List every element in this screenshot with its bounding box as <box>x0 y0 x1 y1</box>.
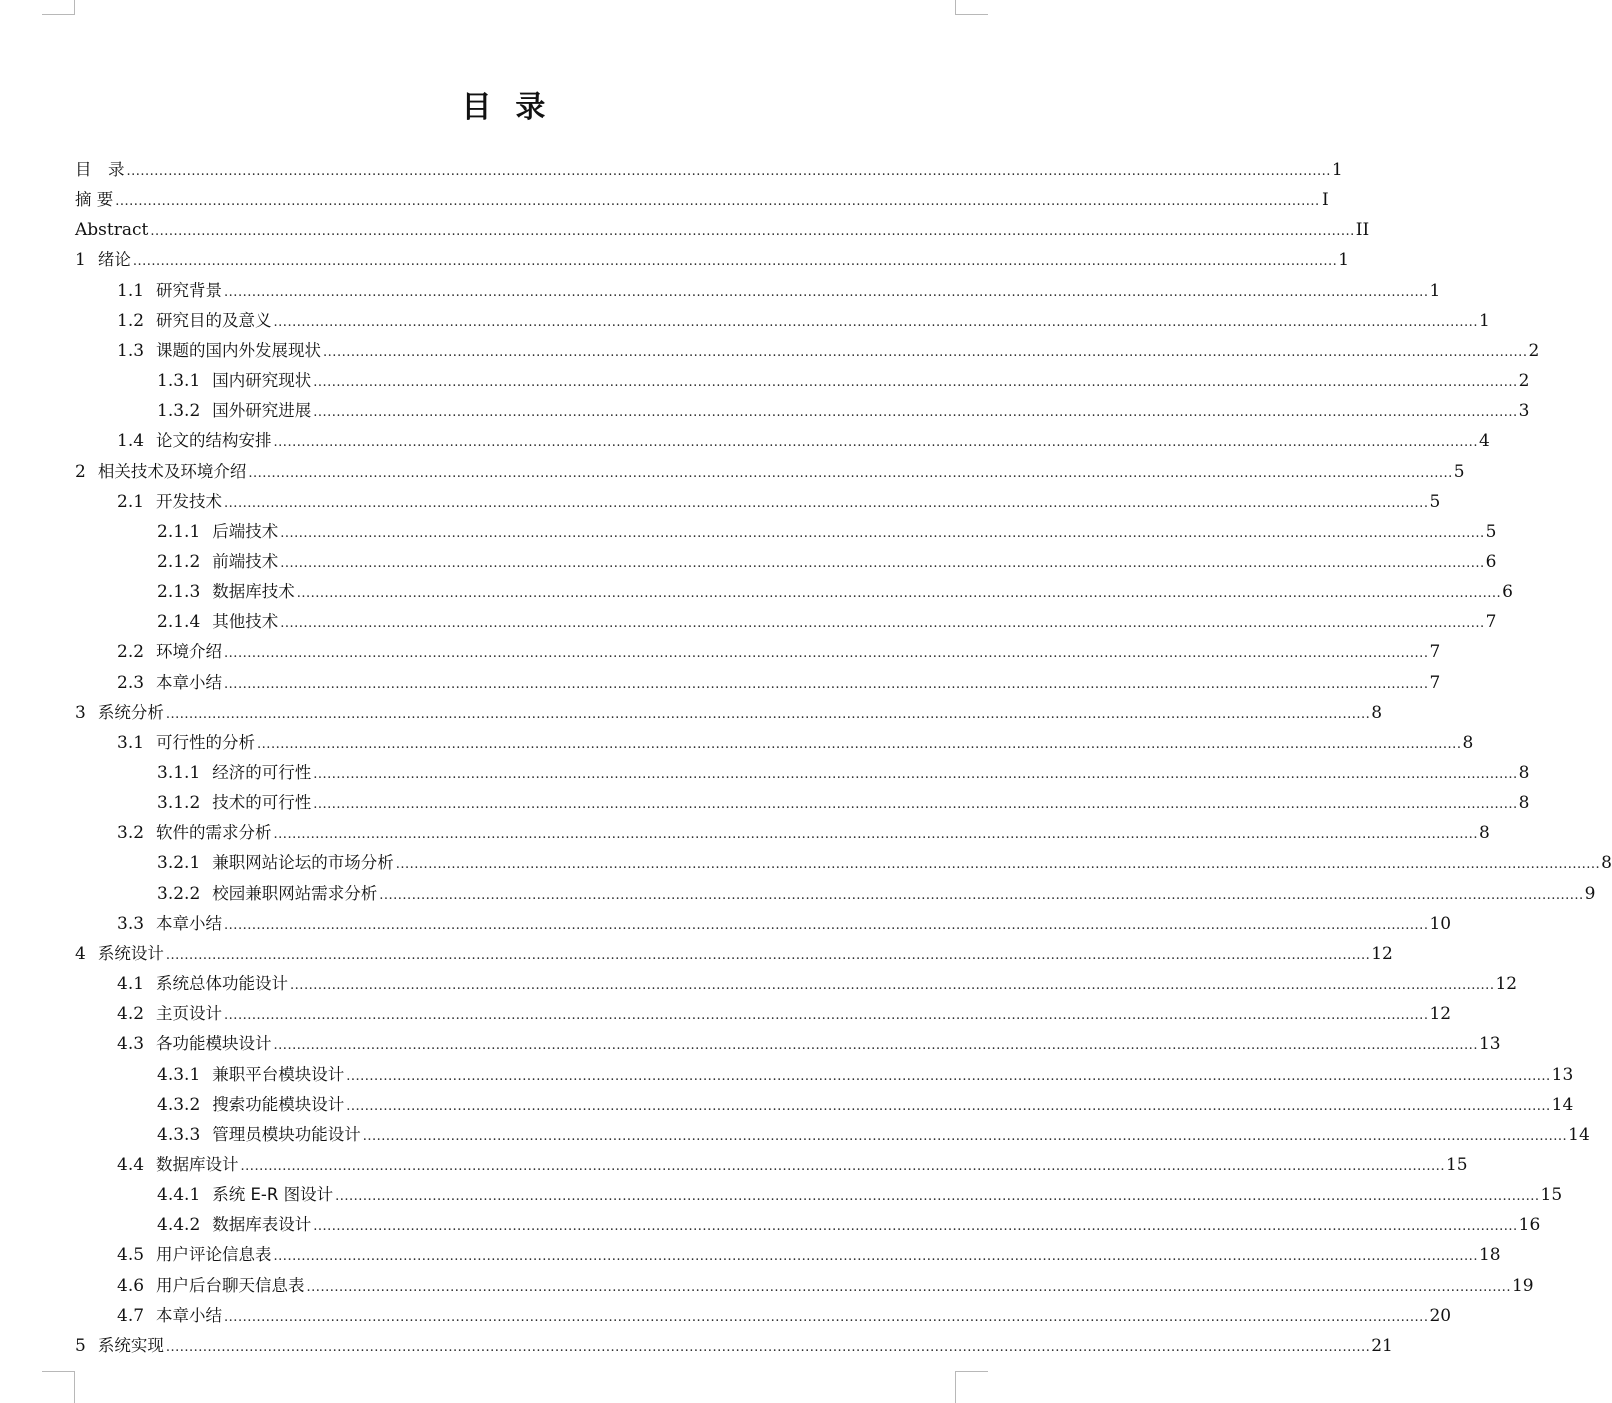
dot-leader: .................................................................................................................................................................................................................................................................... <box>313 767 1518 782</box>
toc-entry[interactable] <box>117 276 1441 306</box>
toc-entry-number: 1.1 <box>117 280 145 301</box>
toc-entry-number: 3.1.1 <box>157 763 201 783</box>
toc-entry-label: 论文的结构安排 <box>156 431 272 451</box>
toc-entry-label: 系统 E-R 图设计 <box>212 1185 334 1205</box>
toc-entry-page-number: 7 <box>1429 672 1441 693</box>
toc-entry[interactable] <box>75 1331 1393 1361</box>
toc-entry-page-number: 5 <box>1485 521 1497 542</box>
toc-entry-page-number: 1 <box>1331 160 1343 180</box>
toc-entry-label: 目 录 <box>75 160 125 179</box>
toc-entry-number: 2.3 <box>117 672 145 693</box>
dot-leader: .................................................................................................................................................................................................................................................................... <box>165 1339 1371 1355</box>
toc-entry[interactable] <box>117 487 1441 517</box>
toc-entry-page-number: 9 <box>1584 883 1596 904</box>
toc-entry-label: 系统分析 <box>97 702 164 722</box>
toc-entry-number: 4.7 <box>117 1305 145 1326</box>
toc-entry[interactable] <box>117 1029 1501 1059</box>
toc-entry-page-number: 8 <box>1601 853 1612 874</box>
toc-entry-label: 环境介绍 <box>156 642 223 662</box>
toc-entry-number: 3.3 <box>117 913 145 934</box>
toc-entry-page-number: 16 <box>1518 1215 1541 1236</box>
toc-entry-page-number: 4 <box>1478 431 1490 452</box>
toc-entry-number: 4.1 <box>117 974 145 995</box>
toc-entry[interactable] <box>75 457 1465 487</box>
toc-entry-page-number: 7 <box>1485 612 1497 633</box>
toc-entry-number: 2.1 <box>117 491 145 512</box>
toc-entry-page-number: 1 <box>1478 310 1490 331</box>
toc-entry[interactable] <box>157 547 1497 577</box>
toc-entry[interactable] <box>157 607 1497 637</box>
toc-entry-number: 1 <box>75 250 86 271</box>
toc-entry-number: 3 <box>75 702 86 723</box>
toc-entry-page-number: 2 <box>1518 371 1530 392</box>
toc-entry[interactable] <box>117 969 1518 999</box>
toc-entry-number: 2.1.2 <box>157 551 201 572</box>
toc-entry-page-number: 14 <box>1568 1124 1590 1145</box>
toc-entry[interactable] <box>75 245 1350 275</box>
toc-entry-label: 技术的可行性 <box>212 793 312 813</box>
toc-entry[interactable] <box>117 1301 1452 1331</box>
dot-leader: .................................................................................................................................................................................................................................................................... <box>346 1068 1551 1084</box>
dot-leader: .................................................................................................................................................................................................................................................................... <box>224 1008 1429 1024</box>
toc-entry-page-number: 8 <box>1462 732 1474 753</box>
dot-leader: .................................................................................................................................................................................................................................................................... <box>150 224 1355 240</box>
toc-entry-number: 4.6 <box>117 1275 145 1296</box>
toc-entry-label: 主页设计 <box>156 1004 223 1024</box>
toc-entry-page-number: 13 <box>1478 1034 1501 1055</box>
toc-entry-label: 数据库表设计 <box>212 1215 312 1235</box>
toc-entry-label: 经济的可行性 <box>212 763 312 782</box>
toc-entry[interactable] <box>75 185 1329 215</box>
toc-entry-label: 数据库设计 <box>156 1154 239 1174</box>
toc-entry-number: 1.3.1 <box>157 371 201 392</box>
toc-entry-label: 本章小结 <box>156 1305 223 1325</box>
toc-entry-label: 研究目的及意义 <box>156 310 272 330</box>
toc-entry-number: 4.4 <box>117 1154 145 1175</box>
dot-leader: .................................................................................................................................................................................................................................................................... <box>313 375 1518 391</box>
toc-entry-page-number: 8 <box>1371 702 1383 723</box>
toc-entry[interactable] <box>117 818 1490 848</box>
toc-entry-number: 4.5 <box>117 1245 145 1266</box>
crop-mark-bottom-left <box>42 1371 75 1403</box>
toc-entry-label: 搜索功能模块设计 <box>212 1094 345 1114</box>
dot-leader: .................................................................................................................................................................................................................................................................... <box>290 978 1495 994</box>
toc-entry-label: 系统总体功能设计 <box>156 974 289 994</box>
toc-entry-label: 国内研究现状 <box>212 371 312 391</box>
toc-entry-page-number: 20 <box>1429 1305 1452 1326</box>
toc-entry-page-number: 5 <box>1453 461 1465 482</box>
page-title: 目 录 <box>461 90 547 126</box>
dot-leader: .................................................................................................................................................................................................................................................................... <box>306 1279 1511 1295</box>
toc-entry[interactable] <box>75 698 1383 728</box>
toc-entry[interactable] <box>157 879 1596 909</box>
toc-entry-label: Abstract <box>75 220 149 241</box>
toc-entry-number: 1.3.2 <box>157 401 201 422</box>
toc-entry[interactable] <box>157 1120 1590 1150</box>
toc-entry-label: 课题的国内外发展现状 <box>156 340 322 360</box>
dot-leader: .................................................................................................................................................................................................................................................................... <box>257 736 1462 752</box>
toc-entry-page-number: 13 <box>1551 1064 1574 1085</box>
toc-entry-page-number: 6 <box>1502 582 1513 603</box>
toc-entry-label: 前端技术 <box>212 551 279 571</box>
dot-leader: .................................................................................................................................................................................................................................................................... <box>273 1038 1478 1054</box>
toc-entry-number: 2.1.3 <box>157 582 201 603</box>
toc-entry-page-number: I <box>1321 190 1329 211</box>
toc-entry-number: 4.4.2 <box>157 1215 201 1236</box>
toc-entry-page-number: 15 <box>1540 1185 1563 1206</box>
toc-entry-label: 校园兼职网站需求分析 <box>212 883 378 903</box>
dot-leader: .................................................................................................................................................................................................................................................................... <box>346 1098 1551 1114</box>
toc-entry-page-number: 5 <box>1429 491 1441 512</box>
toc-entry[interactable] <box>157 1210 1541 1240</box>
toc-entry[interactable] <box>75 155 1343 185</box>
toc-entry[interactable] <box>117 336 1540 366</box>
toc-entry-page-number: 12 <box>1495 974 1518 995</box>
toc-entry-number: 1.4 <box>117 431 145 452</box>
toc-entry-label: 用户后台聊天信息表 <box>156 1275 305 1295</box>
dot-leader: .................................................................................................................................................................................................................................................................... <box>379 887 1584 903</box>
toc-entry-label: 兼职平台模块设计 <box>212 1064 345 1084</box>
dot-leader: .................................................................................................................................................................................................................................................................... <box>224 1309 1429 1325</box>
toc-entry-label: 其他技术 <box>212 612 279 632</box>
dot-leader: .................................................................................................................................................................................................................................................................... <box>273 435 1478 451</box>
crop-mark-top-left <box>42 0 75 15</box>
dot-leader: .................................................................................................................................................................................................................................................................... <box>273 827 1478 843</box>
toc-entry-number: 3.1.2 <box>157 793 201 814</box>
toc-entry-page-number: 19 <box>1511 1275 1534 1296</box>
toc-entry[interactable] <box>117 306 1490 336</box>
toc-entry-page-number: 1 <box>1429 280 1441 301</box>
toc-entry-number: 3.2 <box>117 823 145 844</box>
toc-entry-number: 2.2 <box>117 642 145 663</box>
toc-entry-page-number: 8 <box>1518 763 1530 783</box>
toc-entry-page-number: 8 <box>1518 793 1530 814</box>
crop-mark-top-right <box>955 0 988 15</box>
toc-entry[interactable] <box>75 215 1370 245</box>
toc-entry-number: 5 <box>75 1335 86 1356</box>
dot-leader: .................................................................................................................................................................................................................................................................... <box>323 344 1528 360</box>
dot-leader: .................................................................................................................................................................................................................................................................... <box>224 646 1429 662</box>
toc-entry-page-number: 18 <box>1478 1245 1501 1266</box>
toc-entry-label: 相关技术及环境介绍 <box>97 461 247 481</box>
dot-leader: .................................................................................................................................................................................................................................................................... <box>224 917 1429 933</box>
toc-entry-number: 2.1.1 <box>157 521 201 542</box>
toc-entry-number: 4.4.1 <box>157 1185 201 1206</box>
toc-entry-page-number: 12 <box>1429 1004 1452 1025</box>
toc-entry-label: 数据库技术 <box>212 582 295 602</box>
toc-entry-number: 1.3 <box>117 340 145 361</box>
dot-leader: .................................................................................................................................................................................................................................................................... <box>165 706 1371 722</box>
toc-entry-page-number: 1 <box>1338 250 1350 271</box>
dot-leader: .................................................................................................................................................................................................................................................................... <box>224 284 1429 300</box>
toc-entry[interactable] <box>117 1240 1501 1270</box>
toc-entry[interactable] <box>157 758 1530 788</box>
toc-entry-number: 3.1 <box>117 732 145 753</box>
toc-entry-page-number: 2 <box>1528 340 1540 361</box>
toc-entry-number: 4.3.3 <box>157 1124 201 1145</box>
toc-entry[interactable] <box>157 1180 1563 1210</box>
dot-leader: .................................................................................................................................................................................................................................................................... <box>273 314 1478 330</box>
toc-entry[interactable] <box>157 1060 1574 1090</box>
dot-leader: .................................................................................................................................................................................................................................................................... <box>395 857 1601 873</box>
toc-entry-label: 可行性的分析 <box>156 732 256 752</box>
toc-entry-label: 兼职网站论坛的市场分析 <box>212 853 394 873</box>
dot-leader: .................................................................................................................................................................................................................................................................... <box>224 676 1429 692</box>
toc-entry-label: 后端技术 <box>212 521 279 541</box>
toc-entry-page-number: 7 <box>1429 642 1441 663</box>
toc-entry-number: 1.2 <box>117 310 145 331</box>
dot-leader: .................................................................................................................................................................................................................................................................... <box>296 586 1502 602</box>
toc-entry-label: 本章小结 <box>156 913 223 933</box>
dot-leader: .................................................................................................................................................................................................................................................................... <box>280 525 1485 541</box>
toc-entry-page-number: 15 <box>1445 1154 1468 1175</box>
toc-entry[interactable] <box>157 366 1530 396</box>
toc-entry-label: 软件的需求分析 <box>156 823 272 843</box>
toc-entry[interactable] <box>157 1090 1574 1120</box>
dot-leader: .................................................................................................................................................................................................................................................................... <box>273 1249 1478 1265</box>
toc-entry-label: 系统实现 <box>97 1335 164 1355</box>
dot-leader: .................................................................................................................................................................................................................................................................... <box>115 194 1320 210</box>
dot-leader: .................................................................................................................................................................................................................................................................... <box>362 1128 1568 1144</box>
dot-leader: .................................................................................................................................................................................................................................................................... <box>313 797 1518 813</box>
toc-entry[interactable] <box>75 939 1393 969</box>
dot-leader: .................................................................................................................................................................................................................................................................... <box>280 616 1485 632</box>
toc-entry-number: 3.2.1 <box>157 853 201 874</box>
toc-entry[interactable] <box>117 637 1441 667</box>
toc-entry-number: 4 <box>75 943 86 964</box>
toc-entry[interactable] <box>157 517 1497 547</box>
toc-entry-number: 4.3 <box>117 1034 145 1055</box>
toc-entry-label: 系统设计 <box>97 943 164 963</box>
toc-entry-page-number: 12 <box>1371 943 1393 964</box>
toc-entry-number: 2 <box>75 461 86 482</box>
toc-entry-number: 3.2.2 <box>157 883 201 904</box>
dot-leader: .................................................................................................................................................................................................................................................................... <box>126 164 1331 179</box>
dot-leader: .................................................................................................................................................................................................................................................................... <box>313 405 1518 421</box>
toc-entry-label: 绪论 <box>97 250 131 270</box>
toc-entry-label: 用户评论信息表 <box>156 1245 272 1265</box>
toc-entry[interactable] <box>117 1150 1468 1180</box>
toc-entry-label: 开发技术 <box>156 491 223 511</box>
dot-leader: .................................................................................................................................................................................................................................................................... <box>335 1189 1540 1205</box>
toc-entry-label: 研究背景 <box>156 280 223 300</box>
toc-entry[interactable] <box>117 728 1474 758</box>
toc-entry-page-number: II <box>1355 220 1370 241</box>
toc-entry[interactable] <box>117 999 1452 1029</box>
toc-entry-number: 4.3.1 <box>157 1064 201 1085</box>
toc-entry[interactable] <box>157 788 1530 818</box>
toc-entry-label: 各功能模块设计 <box>156 1034 272 1054</box>
toc-entry-label: 国外研究进展 <box>212 401 312 421</box>
toc-entry-page-number: 8 <box>1478 823 1490 844</box>
toc-entry-page-number: 6 <box>1485 551 1497 572</box>
toc-entry[interactable] <box>157 848 1612 878</box>
toc-entry[interactable] <box>117 668 1441 698</box>
toc-entry-label: 管理员模块功能设计 <box>212 1124 361 1144</box>
toc-entry-label: 本章小结 <box>156 672 223 692</box>
toc-entry[interactable] <box>157 577 1513 607</box>
dot-leader: .................................................................................................................................................................................................................................................................... <box>248 465 1453 481</box>
toc-entry-page-number: 10 <box>1429 913 1452 934</box>
toc-entry-page-number: 14 <box>1551 1094 1574 1115</box>
toc-entry-label: 摘 要 <box>75 190 114 210</box>
toc-entry[interactable] <box>117 1271 1534 1301</box>
toc-entry-number: 4.3.2 <box>157 1094 201 1115</box>
toc-entry-number: 2.1.4 <box>157 612 201 633</box>
toc-entry[interactable] <box>117 909 1452 939</box>
dot-leader: .................................................................................................................................................................................................................................................................... <box>165 947 1371 963</box>
dot-leader: .................................................................................................................................................................................................................................................................... <box>280 555 1485 571</box>
toc-entry[interactable] <box>117 426 1490 456</box>
crop-mark-bottom-right <box>955 1371 988 1403</box>
dot-leader: .................................................................................................................................................................................................................................................................... <box>240 1158 1445 1174</box>
toc-entry-page-number: 3 <box>1518 401 1530 422</box>
dot-leader: .................................................................................................................................................................................................................................................................... <box>313 1219 1518 1235</box>
toc-entry[interactable] <box>157 396 1530 426</box>
toc-entry-number: 4.2 <box>117 1004 145 1025</box>
dot-leader: .................................................................................................................................................................................................................................................................... <box>132 254 1338 270</box>
toc-entry-page-number: 21 <box>1371 1335 1393 1356</box>
dot-leader: .................................................................................................................................................................................................................................................................... <box>224 495 1429 511</box>
